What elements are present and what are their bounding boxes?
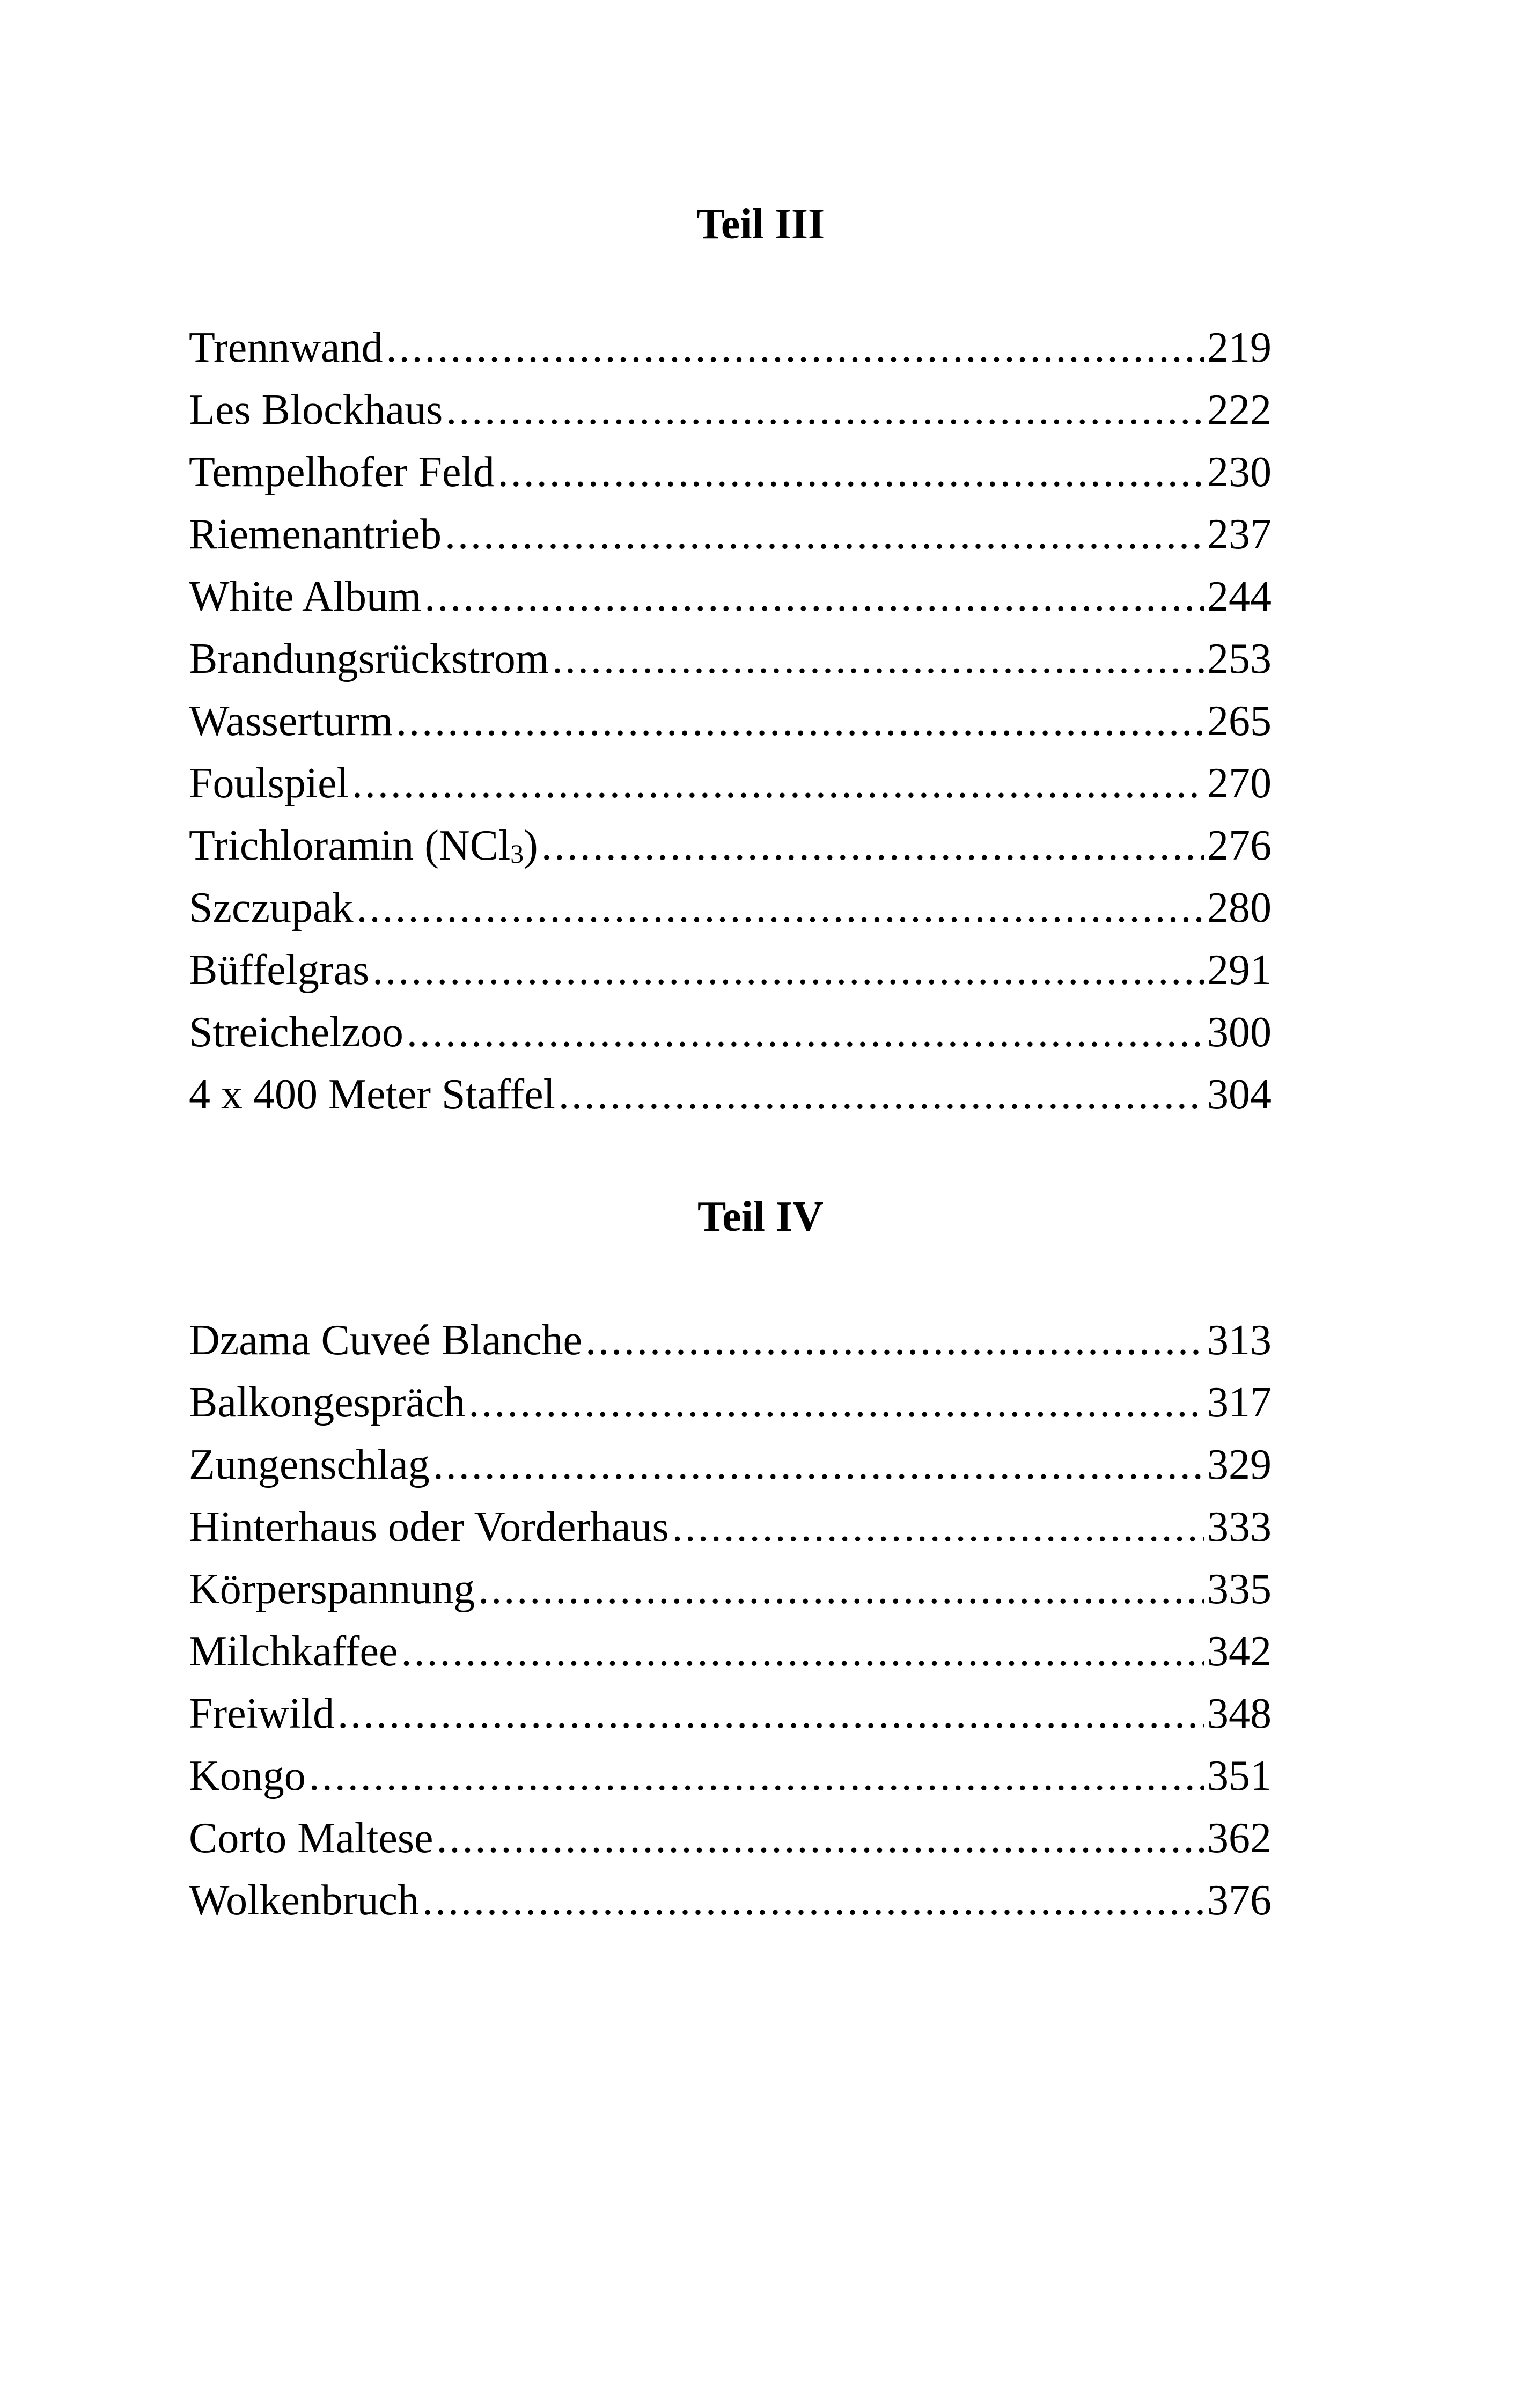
toc-entry-page: 280 [1207,884,1272,931]
toc-entry [189,1309,1272,1371]
toc-entry [189,379,1272,441]
dot-leader [436,1807,1204,1869]
dot-leader [433,1434,1204,1496]
toc-entry-title: Riemenantrieb [189,511,442,558]
toc-entry-page: 265 [1207,698,1272,745]
toc-entry-title: Körperspannung [189,1566,475,1613]
toc-entry-page: 222 [1207,386,1272,434]
toc-entry [189,1063,1272,1126]
toc-entry-page: 362 [1207,1815,1272,1862]
toc-entry-page: 230 [1207,449,1272,496]
toc-entry-title [189,814,538,885]
toc-entry [189,939,1272,1001]
dot-leader [478,1558,1204,1620]
dot-leader [559,1063,1204,1126]
toc-entry-title: Szczupak [189,884,354,931]
toc-entry-title: Freiwild [189,1690,335,1737]
toc-entry-page: 270 [1207,760,1272,807]
dot-leader [386,317,1204,379]
toc-entry-page: 291 [1207,946,1272,994]
toc-entry [189,1001,1272,1063]
toc-entry-page: 329 [1207,1441,1272,1488]
toc-entry [189,690,1272,752]
toc-entry [189,1434,1272,1496]
toc-entry-title: Balkongespräch [189,1379,466,1426]
toc-entry [189,1745,1272,1807]
toc-entry-title: Hinterhaus oder Vorderhaus [189,1503,669,1551]
toc-entry [189,628,1272,690]
toc-entry-title: Zungenschlag [189,1441,430,1488]
dot-leader [446,379,1204,441]
toc-entry-title: Milchkaffee [189,1628,398,1675]
toc-entry-page: 335 [1207,1566,1272,1613]
toc-entry-page: 219 [1207,324,1272,371]
dot-leader [422,1869,1204,1932]
toc-entry [189,877,1272,939]
toc-entry-title: Büffelgras [189,946,370,994]
dot-leader [337,1683,1204,1745]
subscript: 3 [510,839,524,869]
toc-entry-title: Dzama Cuveé Blanche [189,1317,583,1364]
toc-entry [189,1869,1272,1932]
toc-entry-page: 317 [1207,1379,1272,1426]
toc-entry [189,317,1272,379]
toc-entry-title-close: ) [524,822,538,869]
toc-entry-title: Kongo [189,1752,306,1800]
toc-entry-page: 244 [1207,573,1272,620]
toc-entry-title: Foulspiel [189,760,349,807]
toc-entry-title: Corto Maltese [189,1815,433,1862]
toc-entry-title: Trennwand [189,324,383,371]
dot-leader [407,1001,1204,1063]
toc-entry-page: 348 [1207,1690,1272,1737]
dot-leader [401,1620,1204,1683]
toc-entry-page: 333 [1207,1503,1272,1551]
toc-entry [189,1620,1272,1683]
toc-entry-page: 313 [1207,1317,1272,1364]
toc-entry [189,566,1272,628]
toc-entry [189,814,1272,877]
toc-entry-title-text: Trichloramin (NCl [189,822,511,869]
dot-leader [585,1309,1204,1371]
toc-entry-page: 237 [1207,511,1272,558]
dot-leader [541,814,1204,877]
toc-entry-title: Wasserturm [189,698,393,745]
toc-entry-title: Tempelhofer Feld [189,449,495,496]
toc-entry-page: 342 [1207,1628,1272,1675]
dot-leader [352,752,1204,814]
part-heading-teil-iii: Teil III [696,201,825,248]
toc-entry-title: Les Blockhaus [189,386,443,434]
toc-entry-title: 4 x 400 Meter Staffel [189,1071,555,1118]
dot-leader [672,1496,1204,1558]
toc-entry [189,1371,1272,1434]
toc-entry-page: 351 [1207,1752,1272,1800]
toc-list-teil-iii [189,317,1272,1126]
toc-entry [189,1558,1272,1620]
toc-entry [189,441,1272,503]
toc-entry-page: 376 [1207,1877,1272,1924]
dot-leader [498,441,1204,503]
toc-entry-page: 253 [1207,635,1272,682]
toc-entry-title: Brandungsrückstrom [189,635,549,682]
dot-leader [396,690,1204,752]
toc-entry-page: 304 [1207,1071,1272,1118]
toc-entry-title: White Album [189,573,422,620]
toc-entry [189,503,1272,566]
dot-leader [372,939,1204,1001]
toc-entry-title: Wolkenbruch [189,1877,419,1924]
dot-leader [424,566,1204,628]
dot-leader [309,1745,1204,1807]
toc-entry-title: Streichelzoo [189,1009,403,1056]
dot-leader [468,1371,1204,1434]
toc-entry [189,752,1272,814]
dot-leader [445,503,1204,566]
toc-entry [189,1807,1272,1869]
part-heading-teil-iv: Teil IV [697,1193,824,1240]
toc-list-teil-iv [189,1309,1272,1932]
toc-entry-page: 276 [1207,822,1272,869]
toc-entry-page: 300 [1207,1009,1272,1056]
dot-leader [552,628,1204,690]
dot-leader [357,877,1204,939]
toc-entry [189,1496,1272,1558]
toc-entry [189,1683,1272,1745]
